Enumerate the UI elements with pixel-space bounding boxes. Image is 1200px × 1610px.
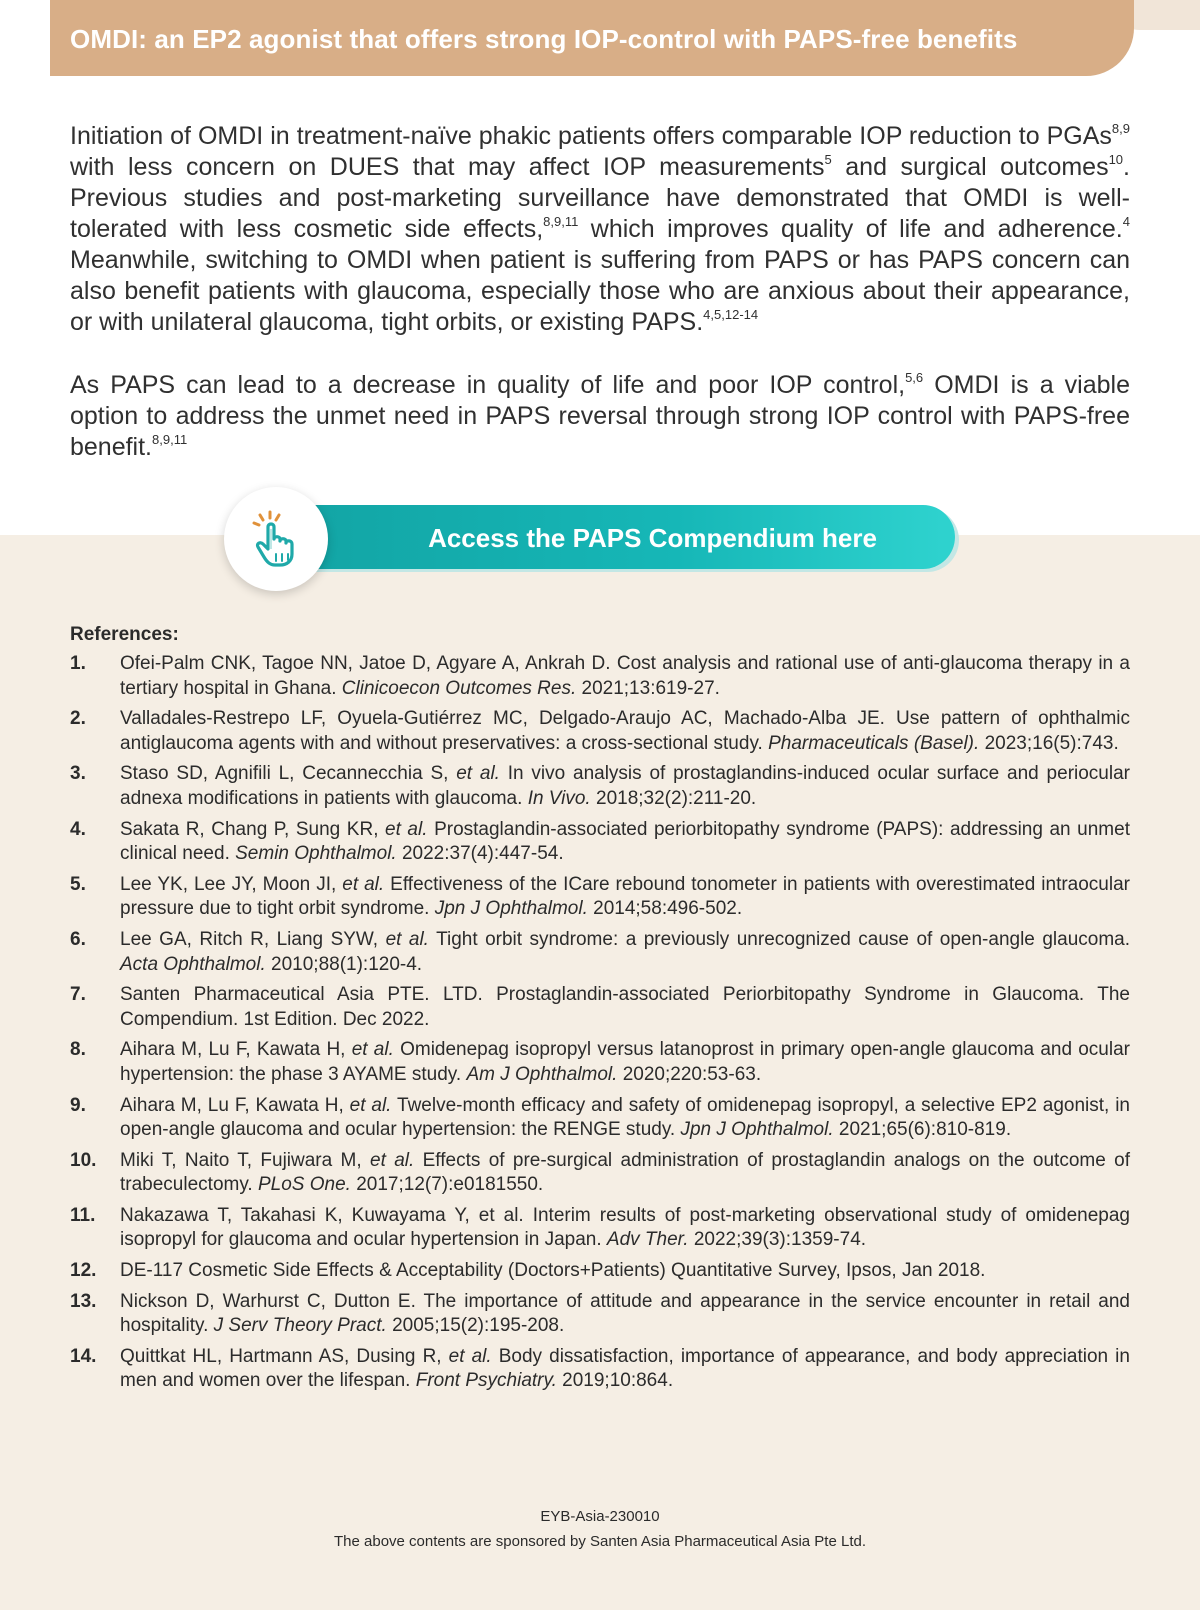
text-run: . Previous studies and post-marketing surveillance have demonstrated that OMDI is well-tolerated with less cosmetic side effects, [70, 153, 1130, 243]
italic-text: Front Psychiatry. [415, 1370, 557, 1392]
reference-item [70, 1259, 1130, 1284]
title-banner [50, 0, 1134, 76]
text-run: Tight orbit syndrome: a previously unrecognized cause of open-angle glaucoma. [428, 928, 1131, 950]
citation-superscript: 8,9,11 [152, 432, 188, 447]
body-paragraph-2 [70, 370, 1130, 463]
text-run: 2019;10:864. [556, 1370, 674, 1392]
citation-superscript: 10 [1108, 152, 1124, 167]
reference-number: 12. [70, 1260, 97, 1282]
reference-number: 2. [70, 708, 86, 730]
italic-text: et al. [448, 1345, 492, 1367]
text-run: Initiation of OMDI in treatment-naïve phakic patients offers comparable IOP reduction to PGAs [70, 122, 1112, 150]
text-run: 2023;16(5):743. [979, 732, 1119, 754]
reference-item [70, 1345, 1130, 1394]
reference-item [70, 818, 1130, 867]
italic-text: Am J Ophthalmol. [466, 1063, 618, 1085]
text-run: Effectiveness of the ICare rebound tonometer in patients with overestimated intraocular pressure due to tight orbit syndrome. [120, 873, 1130, 920]
text-run: Miki T, Naito T, Fujiwara M, [120, 1149, 370, 1171]
text-run: Valladales-Restrepo LF, Oyuela-Gutiérrez MC, Delgado-Araujo AC, Machado-Alba JE. Use pattern of ophthalmic antiglaucoma agents with and without preservatives: a cross-sectional study. [120, 708, 1130, 754]
text-run: Prostaglandin-associated periorbitopathy syndrome (PAPS): addressing an unmet clinical need. [120, 818, 1130, 865]
text-run: Body dissatisfaction, importance of appearance, and body appreciation in men and women over the lifespan. [120, 1345, 1130, 1392]
text-run: 2010;88(1):120-4. [265, 953, 423, 975]
italic-text: Acta Ophthalmol. [120, 953, 266, 975]
text-run: Lee YK, Lee JY, Moon JI, [120, 873, 343, 895]
text-run: Santen Pharmaceutical Asia PTE. LTD. Prostaglandin-associated Periorbitopathy Syndrome in Glaucoma. The Compendium. 1st Edition. Dec 2022. [120, 984, 1130, 1030]
text-run: As PAPS can lead to a decrease in quality of life and poor IOP control, [70, 371, 906, 399]
references-list [70, 652, 1130, 1400]
access-compendium-label: Access the PAPS Compendium here [428, 523, 877, 553]
text-run: In vivo analysis of prostaglandins-induced ocular surface and periocular adnexa modifications in patients with glaucoma. [120, 763, 1130, 809]
reference-number: 11. [70, 1204, 96, 1226]
italic-text: et al. [385, 928, 429, 950]
document-code: EYB-Asia-230010 [540, 1508, 660, 1525]
text-run: DE-117 Cosmetic Side Effects & Acceptability (Doctors+Patients) Quantitative Survey, Ipsos, Jan 2018. [120, 1260, 986, 1282]
citation-superscript: 5,6 [905, 370, 924, 385]
italic-text: Semin Ophthalmol. [235, 843, 397, 865]
italic-text: In Vivo. [527, 787, 591, 809]
text-run: Quittkat HL, Hartmann AS, Dusing R, [120, 1345, 449, 1367]
text-run: 2022;39(3):1359-74. [688, 1229, 867, 1251]
reference-number: 4. [70, 818, 86, 840]
italic-text: et al. [370, 1149, 415, 1171]
italic-text: Pharmaceuticals (Basel). [768, 732, 980, 754]
reference-number: 14. [70, 1345, 97, 1367]
italic-text: et al. [351, 1039, 394, 1061]
reference-item [70, 873, 1130, 922]
sponsor-statement: The above contents are sponsored by Santen Asia Pharmaceutical Asia Pte Ltd. [334, 1533, 866, 1550]
text-run: 2022:37(4):447-54. [396, 843, 564, 865]
reference-item [70, 983, 1130, 1032]
text-run: 2020;220:53-63. [617, 1063, 762, 1085]
reference-item [70, 762, 1130, 811]
citation-superscript: 5 [824, 152, 832, 167]
italic-text: Jpn J Ophthalmol. [680, 1119, 834, 1141]
italic-text: et al. [342, 873, 385, 895]
text-run: Nickson D, Warhurst C, Dutton E. The importance of attitude and appearance in the service encounter in retail and hospitality. [120, 1290, 1130, 1337]
text-run: Aihara M, Lu F, Kawata H, [120, 1094, 350, 1116]
references-heading: References: [70, 624, 179, 645]
text-run: OMDI is a viable option to address the unmet need in PAPS reversal through strong IOP control with PAPS-free benefit. [70, 371, 1130, 461]
citation-superscript: 8,9 [1111, 121, 1130, 136]
reference-item [70, 1094, 1130, 1143]
italic-text: Adv Ther. [606, 1229, 689, 1251]
italic-text: Jpn J Ophthalmol. [434, 898, 588, 920]
text-run: 2021;65(6):810-819. [833, 1119, 1012, 1141]
page-title: OMDI: an EP2 agonist that offers strong IOP-control with PAPS-free benefits [70, 24, 1018, 54]
text-run: Staso SD, Agnifili L, Cecannecchia S, [120, 763, 457, 785]
reference-number: 9. [70, 1094, 86, 1116]
text-run: 2021;13:619-27. [576, 677, 720, 699]
citation-superscript: 4,5,12-14 [703, 307, 759, 322]
text-run: 2014;58:496-502. [587, 898, 743, 920]
text-run: Twelve-month efficacy and safety of omidenepag isopropyl, a selective EP2 agonist, in open-angle glaucoma and ocular hypertension: the RENGE study. [120, 1094, 1130, 1141]
reference-item [70, 1038, 1130, 1087]
text-run: and surgical outcomes [831, 153, 1109, 181]
reference-item [70, 928, 1130, 977]
body-paragraph-1 [70, 121, 1130, 338]
text-run: Ofei-Palm CNK, Tagoe NN, Jatoe D, Agyare A, Ankrah D. Cost analysis and rational use of anti-glaucoma therapy in a tertiary hospital in Ghana. [120, 653, 1130, 699]
text-run: Nakazawa T, Takahasi K, Kuwayama Y, et al. Interim results of post-marketing observational study of omidenepag isopropyl for glaucoma and ocular hypertension in Japan. [120, 1204, 1130, 1251]
text-run: Effects of pre-surgical administration of prostaglandin analogs on the outcome of trabeculectomy. [120, 1149, 1130, 1196]
italic-text: PLoS One. [257, 1174, 351, 1196]
text-run: 2018;32(2):211-20. [590, 787, 757, 809]
reference-number: 8. [70, 1039, 86, 1061]
text-run: Lee GA, Ritch R, Liang SYW, [120, 928, 386, 950]
italic-text: et al. [385, 818, 428, 840]
text-run: 2017;12(7):e0181550. [350, 1174, 544, 1196]
reference-number: 7. [70, 984, 86, 1006]
reference-number: 3. [70, 763, 86, 785]
access-compendium-icon-circle[interactable] [224, 487, 328, 591]
text-run: Omidenepag isopropyl versus latanoprost in primary open-angle glaucoma and ocular hypertension: the phase 3 AYAME study. [120, 1039, 1130, 1085]
tap-hand-icon [246, 509, 306, 569]
reference-number: 1. [70, 653, 86, 674]
italic-text: et al. [349, 1094, 392, 1116]
reference-number: 5. [70, 873, 86, 895]
reference-item [70, 652, 1130, 701]
italic-text: et al. [456, 763, 500, 785]
text-run: which improves quality of life and adherence. [578, 215, 1123, 243]
text-run: 2005;15(2):195-208. [386, 1315, 565, 1337]
reference-number: 6. [70, 928, 86, 950]
reference-item [70, 1290, 1130, 1339]
access-compendium-button[interactable] [260, 505, 955, 569]
italic-text: Clinicoecon Outcomes Res. [341, 677, 577, 699]
italic-text: J Serv Theory Pract. [213, 1315, 387, 1337]
reference-item [70, 1149, 1130, 1198]
text-run: Aihara M, Lu F, Kawata H, [120, 1039, 352, 1061]
reference-number: 10. [70, 1149, 97, 1171]
text-run: Meanwhile, switching to OMDI when patient is suffering from PAPS or has PAPS concern can also benefit patients with glaucoma, especially those who are anxious about their appearance, or with unilateral glaucoma, tight orbits, or existing PAPS. [70, 246, 1130, 336]
citation-superscript: 8,9,11 [543, 214, 579, 229]
reference-item [70, 707, 1130, 756]
reference-item [70, 1204, 1130, 1253]
text-run: with less concern on DUES that may affect IOP measurements [70, 153, 825, 181]
citation-superscript: 4 [1122, 214, 1130, 229]
text-run: Sakata R, Chang P, Sung KR, [120, 818, 386, 840]
reference-number: 13. [70, 1290, 97, 1312]
